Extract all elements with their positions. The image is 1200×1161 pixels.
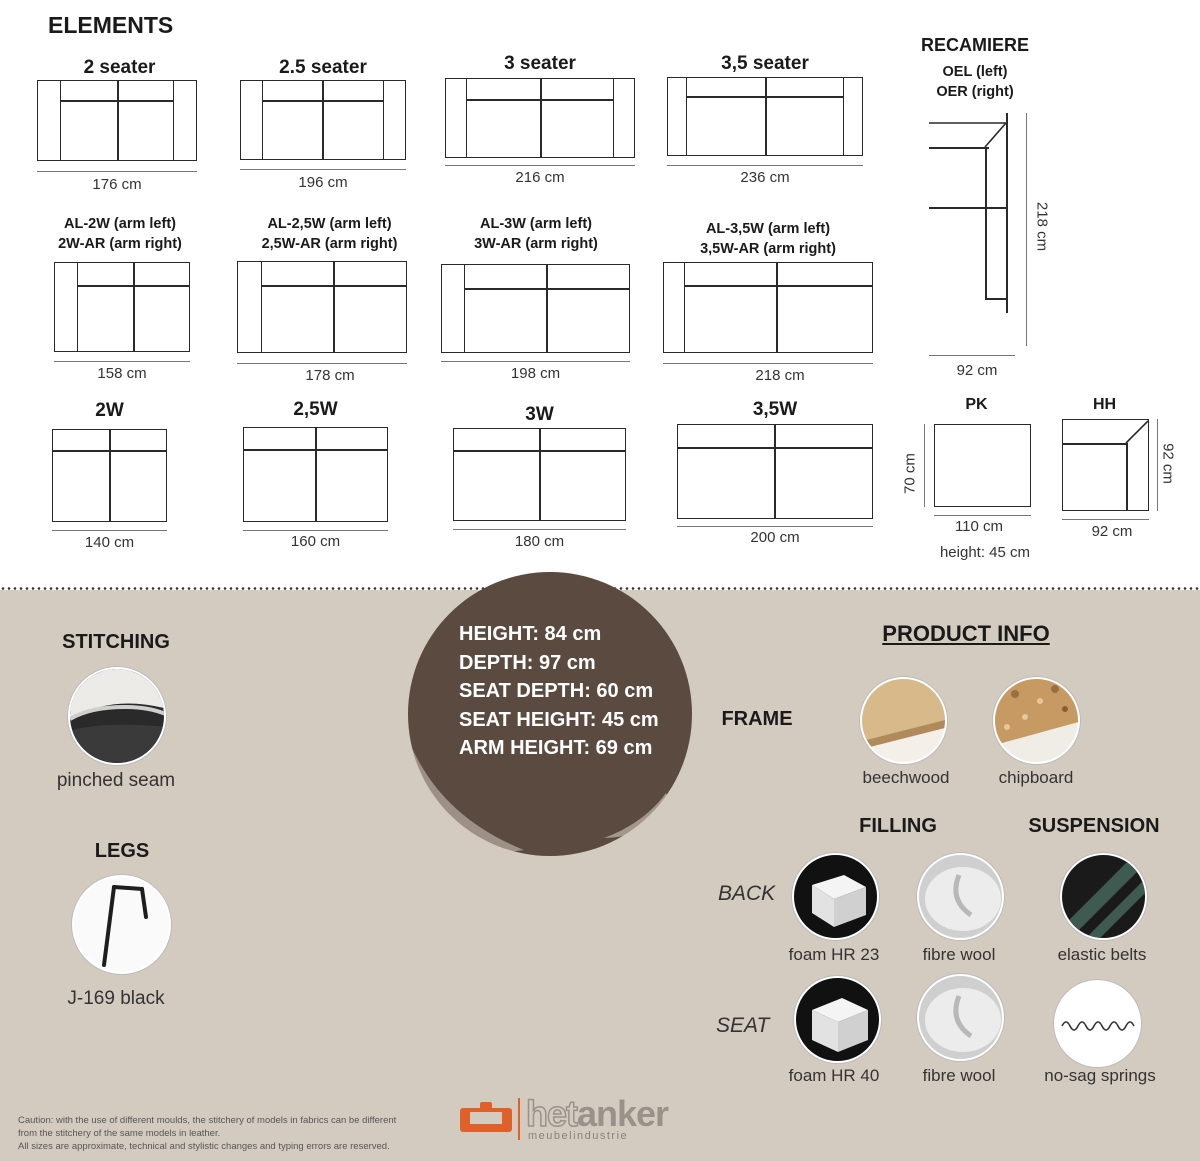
stitching-title: STITCHING [62, 631, 170, 653]
brand-anker: anker [577, 1093, 669, 1134]
element-2w-title: 2W [95, 400, 124, 421]
elastic-belts-image [1060, 853, 1147, 940]
element-2w-width: 140 cm [84, 534, 135, 551]
hh-corner-line [1120, 419, 1150, 449]
hh-width: 92 cm [1091, 523, 1133, 540]
element-al-2w-title [30, 214, 210, 254]
back-label: BACK [718, 882, 776, 905]
element-3-5-seater-width: 236 cm [740, 169, 790, 186]
element-al-3w-line2: 3W-AR (arm right) [474, 236, 598, 252]
element-3-5w-width: 200 cm [750, 529, 800, 546]
element-3-seater-title: 3 seater [504, 53, 576, 74]
element-2-5-seater-title: 2.5 seater [279, 57, 367, 78]
sofa-logo-icon [460, 1102, 512, 1132]
beechwood-label: beechwood [862, 768, 950, 787]
foam-block-icon [794, 855, 879, 940]
pk-depth: 70 cm [901, 453, 919, 494]
elastic-belts-label: elastic belts [1057, 945, 1147, 964]
brand-het: het [526, 1093, 577, 1134]
stitching-label: pinched seam [56, 770, 176, 791]
element-al-2w-line2: 2W-AR (arm right) [58, 236, 182, 252]
recamiere-width: 92 cm [956, 362, 998, 379]
foam-hr40-label: foam HR 40 [788, 1066, 880, 1085]
fibre-wool-seat-image [917, 974, 1004, 1061]
foam-block-icon [796, 978, 881, 1063]
element-2-5w-title: 2,5W [293, 399, 338, 420]
recamiere-variants [905, 62, 1045, 102]
chipboard-icon [995, 679, 1080, 764]
element-2-seater-title: 2 seater [83, 57, 156, 78]
element-al-2-5w-line2: 2,5W-AR (arm right) [261, 236, 398, 252]
no-sag-springs-label: no-sag springs [1044, 1066, 1156, 1085]
element-al-2-5w-width: 178 cm [305, 367, 355, 384]
element-al-2-5w-title [237, 214, 422, 254]
recamiere-depth: 218 cm [1033, 201, 1051, 252]
brand-sub: meubelindustrie [528, 1130, 629, 1142]
element-al-3w-line1: AL-3W (arm left) [480, 216, 592, 232]
chipboard-label: chipboard [998, 768, 1074, 787]
element-2-5-seater-width: 196 cm [298, 174, 348, 191]
beechwood-icon [862, 679, 947, 764]
element-al-3-5w-title [663, 219, 873, 259]
element-3-5-seater-title: 3,5 seater [721, 53, 809, 74]
fibre-wool-back-image [917, 853, 1004, 940]
hh-title: HH [1092, 396, 1117, 413]
no-sag-springs-image [1054, 980, 1141, 1067]
filling-title: FILLING [859, 815, 937, 837]
elements-title: ELEMENTS [48, 12, 174, 38]
leg-image [72, 875, 171, 974]
element-3w-title: 3W [525, 404, 554, 425]
brand-logo [460, 1094, 710, 1144]
foam-hr40-image [794, 976, 881, 1063]
hh-depth: 92 cm [1159, 443, 1177, 484]
caution-text [18, 1114, 396, 1153]
element-3-5w-title: 3,5W [752, 399, 798, 420]
chipboard-image [993, 677, 1080, 764]
measure-height: HEIGHT: 84 cm [459, 623, 602, 645]
pinched-seam-image [68, 667, 166, 765]
recamiere-title: RECAMIERE [920, 35, 1029, 55]
element-al-2-5w-line1: AL-2,5W (arm left) [267, 216, 392, 232]
element-al-2w-width: 158 cm [97, 365, 147, 382]
beechwood-image [860, 677, 947, 764]
recamiere-corner-line [929, 113, 1015, 153]
fibre-wool-icon [919, 855, 1004, 940]
elastic-belts-icon [1062, 855, 1147, 940]
element-al-3w-width: 198 cm [510, 365, 561, 382]
pk-width: 110 cm [954, 518, 1004, 535]
legs-label: J-169 black [67, 988, 165, 1009]
pk-height: height: 45 cm [939, 544, 1031, 561]
fibre-wool-icon [919, 976, 1004, 1061]
spring-icon [1056, 982, 1141, 1067]
measure-seat-depth: SEAT DEPTH: 60 cm [459, 680, 654, 702]
caution-line-3: All sizes are approximate, technical and stylistic changes and typing errors are reserved. [18, 1141, 390, 1152]
caution-line-1: Caution: with the use of different moulds, the stitchery of models in fabrics can be different [18, 1115, 397, 1126]
element-2-5w-width: 160 cm [290, 533, 341, 550]
pk-title: PK [965, 396, 988, 413]
element-3-seater-width: 216 cm [515, 169, 565, 186]
foam-hr23-label: foam HR 23 [788, 945, 880, 964]
seat-label: SEAT [716, 1014, 770, 1037]
element-al-3-5w-line2: 3,5W-AR (arm right) [700, 241, 836, 257]
frame-label: FRAME [721, 708, 793, 730]
element-al-3-5w-width: 218 cm [755, 367, 805, 384]
fibre-wool-back-label: fibre wool [922, 945, 996, 964]
element-al-3-5w-line1: AL-3,5W (arm left) [705, 221, 831, 237]
foam-hr23-image [792, 853, 879, 940]
product-info-title: PRODUCT INFO [882, 621, 1050, 646]
pinched-seam-icon [70, 669, 166, 765]
measure-seat-height: SEAT HEIGHT: 45 cm [459, 708, 659, 731]
element-3w-width: 180 cm [514, 533, 565, 550]
fibre-wool-seat-label: fibre wool [922, 1066, 996, 1085]
element-al-3w-title [441, 214, 631, 254]
element-al-2w-line1: AL-2W (arm left) [64, 216, 176, 232]
suspension-title: SUSPENSION [1028, 815, 1160, 837]
measurements-list [459, 620, 659, 763]
recamiere-variant-right: OER (right) [936, 84, 1014, 100]
element-2-seater-width: 176 cm [92, 176, 142, 193]
leg-icon [74, 877, 171, 974]
measure-arm-height: ARM HEIGHT: 69 cm [459, 737, 653, 759]
caution-line-2: from the stitchery of the same models in leather. [18, 1128, 221, 1139]
pk-drawing [934, 424, 1031, 507]
recamiere-variant-left: OEL (left) [942, 64, 1008, 80]
legs-title: LEGS [94, 840, 150, 862]
measure-depth: DEPTH: 97 cm [459, 651, 596, 674]
